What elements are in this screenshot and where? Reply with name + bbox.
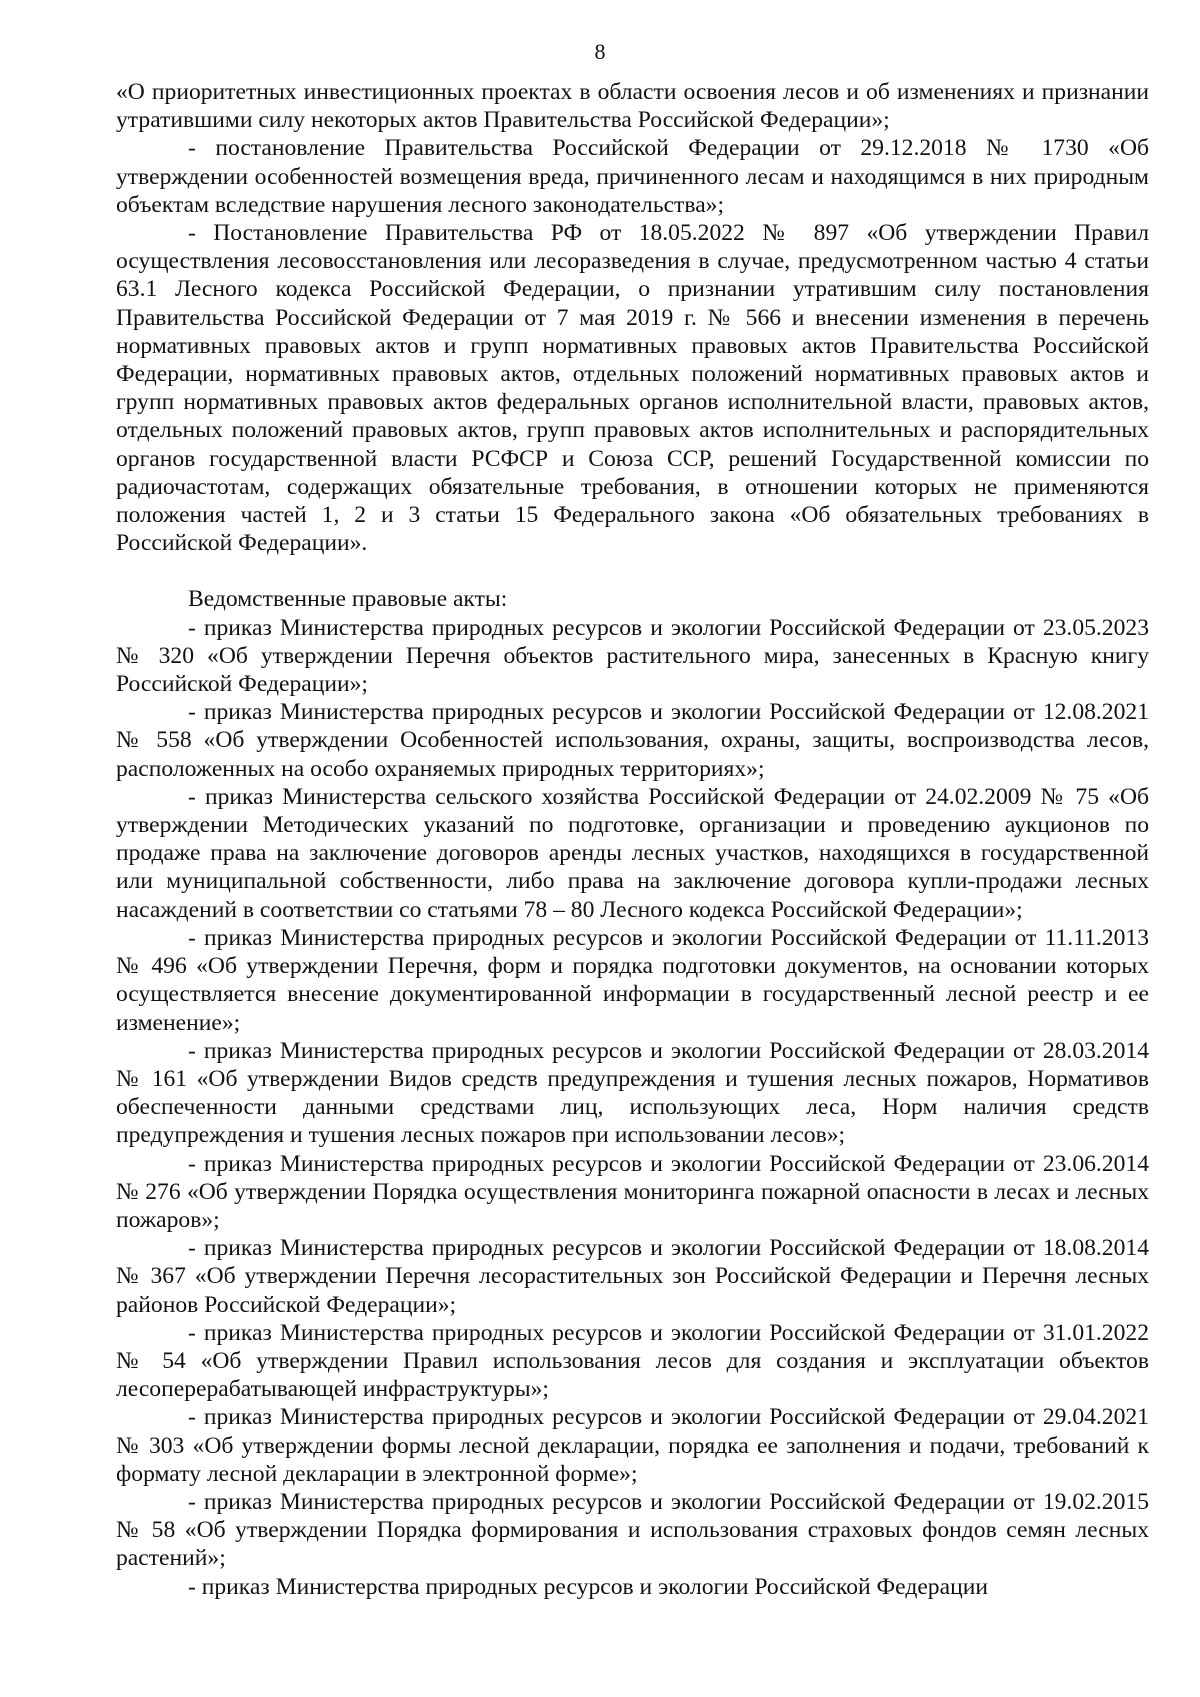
list-item-order-276: - приказ Министерства природных ресурсов и экологии Российской Федерации от 23.06.2014 № 276 «Об утверждении Порядка осуществления мониторинга пожарной опасности в лесах и лесных пожаров»; xyxy=(116,1150,1149,1233)
list-item-order-496: - приказ Министерства природных ресурсов и экологии Российской Федерации от 11.11.2013 № 496 «Об утверждении Перечня, форм и порядка подготовки документов, на основании которых осуществляется внесение документированной информации в государственный лесной реестр и ее изменение»; xyxy=(116,924,1149,1036)
document-body xyxy=(116,78,1149,1601)
list-item-order-continued: - приказ Министерства природных ресурсов и экологии Российской Федерации xyxy=(188,1573,988,1600)
list-item-decree-897: - Постановление Правительства РФ от 18.05.2022 № 897 «Об утверждении Правил осуществления лесовосстановления или лесоразведения в случае, предусмотренном частью 4 статьи 63.1 Лесного кодекса Российской Федерации, о признании утратившим силу постановления Правительства Российской Федерации от 7 мая 2019 г. № 566 и внесении изменения в перечень нормативных правовых актов и групп нормативных правовых актов Правительства Российской Федерации, нормативных правовых актов, отдельных положений нормативных правовых актов и групп нормативных правовых актов федеральных органов исполнительной власти, правовых актов, отдельных положений правовых актов, групп правовых актов исполнительных и распорядительных органов государственной власти РСФСР и Союза ССР, решений Государственной комиссии по радиочастотам, содержащих обязательные требования, в отношении которых не применяются положения частей 1, 2 и 3 статьи 15 Федерального закона «Об обязательных требованиях в Российской Федерации». xyxy=(116,220,1149,557)
list-item-order-54: - приказ Министерства природных ресурсов и экологии Российской Федерации от 31.01.2022 № 54 «Об утверждении Правил использования лесов для создания и эксплуатации объектов лесоперерабатывающей инфраструктуры»; xyxy=(116,1319,1149,1403)
list-item-order-58: - приказ Министерства природных ресурсов и экологии Российской Федерации от 19.02.2015 № 58 «Об утверждении Порядка формирования и использования страховых фондов семян лесных растений»; xyxy=(116,1488,1149,1572)
list-item-decree-1730: - постановление Правительства Российской Федерации от 29.12.2018 № 1730 «Об утверждении особенностей возмещения вреда, причиненного лесам и находящимся в них природным объектам вследствие нарушения лесного законодательства»; xyxy=(116,135,1149,218)
list-item-order-161: - приказ Министерства природных ресурсов и экологии Российской Федерации от 28.03.2014 № 161 «Об утверждении Видов средств предупреждения и тушения лесных пожаров, Нормативов обеспеченности данными средствами лиц, использующих леса, Норм наличия средств предупреждения и тушения лесных пожаров при использовании лесов»; xyxy=(116,1037,1149,1149)
list-item-order-367: - приказ Министерства природных ресурсов и экологии Российской Федерации от 18.08.2014 № 367 «Об утверждении Перечня лесорастительных зон Российской Федерации и Перечня лесных районов Российской Федерации»; xyxy=(116,1235,1149,1318)
section-heading-departmental-acts: Ведомственные правовые акты: xyxy=(188,586,508,613)
list-item-order-320: - приказ Министерства природных ресурсов и экологии Российской Федерации от 23.05.2023 № 320 «Об утверждении Перечня объектов растительного мира, занесенных в Красную книгу Российской Федерации»; xyxy=(116,614,1149,698)
list-item-order-75: - приказ Министерства сельского хозяйства Российской Федерации от 24.02.2009 № 75 «Об утверждении Методических указаний по подготовке, организации и проведению аукционов по продаже права на заключение договоров аренды лесных участков, находящихся в государственной или муниципальной собственности, либо права на заключение договора купли-продажи лесных насаждений в соответствии со статьями 78 – 80 Лесного кодекса Российской Федерации»; xyxy=(116,783,1149,923)
paragraph-continuation: «О приоритетных инвестиционных проектах в области освоения лесов и об изменениях и признании утратившими силу некоторых актов Правительства Российской Федерации»; xyxy=(116,79,1149,134)
page-number: 8 xyxy=(594,39,606,64)
list-item-order-303: - приказ Министерства природных ресурсов и экологии Российской Федерации от 29.04.2021 № 303 «Об утверждении формы лесной декларации, порядка ее заполнения и подачи, требований к формату лесной декларации в электронной форме»; xyxy=(116,1404,1149,1487)
list-item-order-558: - приказ Министерства природных ресурсов и экологии Российской Федерации от 12.08.2021 № 558 «Об утверждении Особенностей использования, охраны, защиты, воспроизводства лесов, расположенных на особо охраняемых природных территориях»; xyxy=(116,699,1149,782)
